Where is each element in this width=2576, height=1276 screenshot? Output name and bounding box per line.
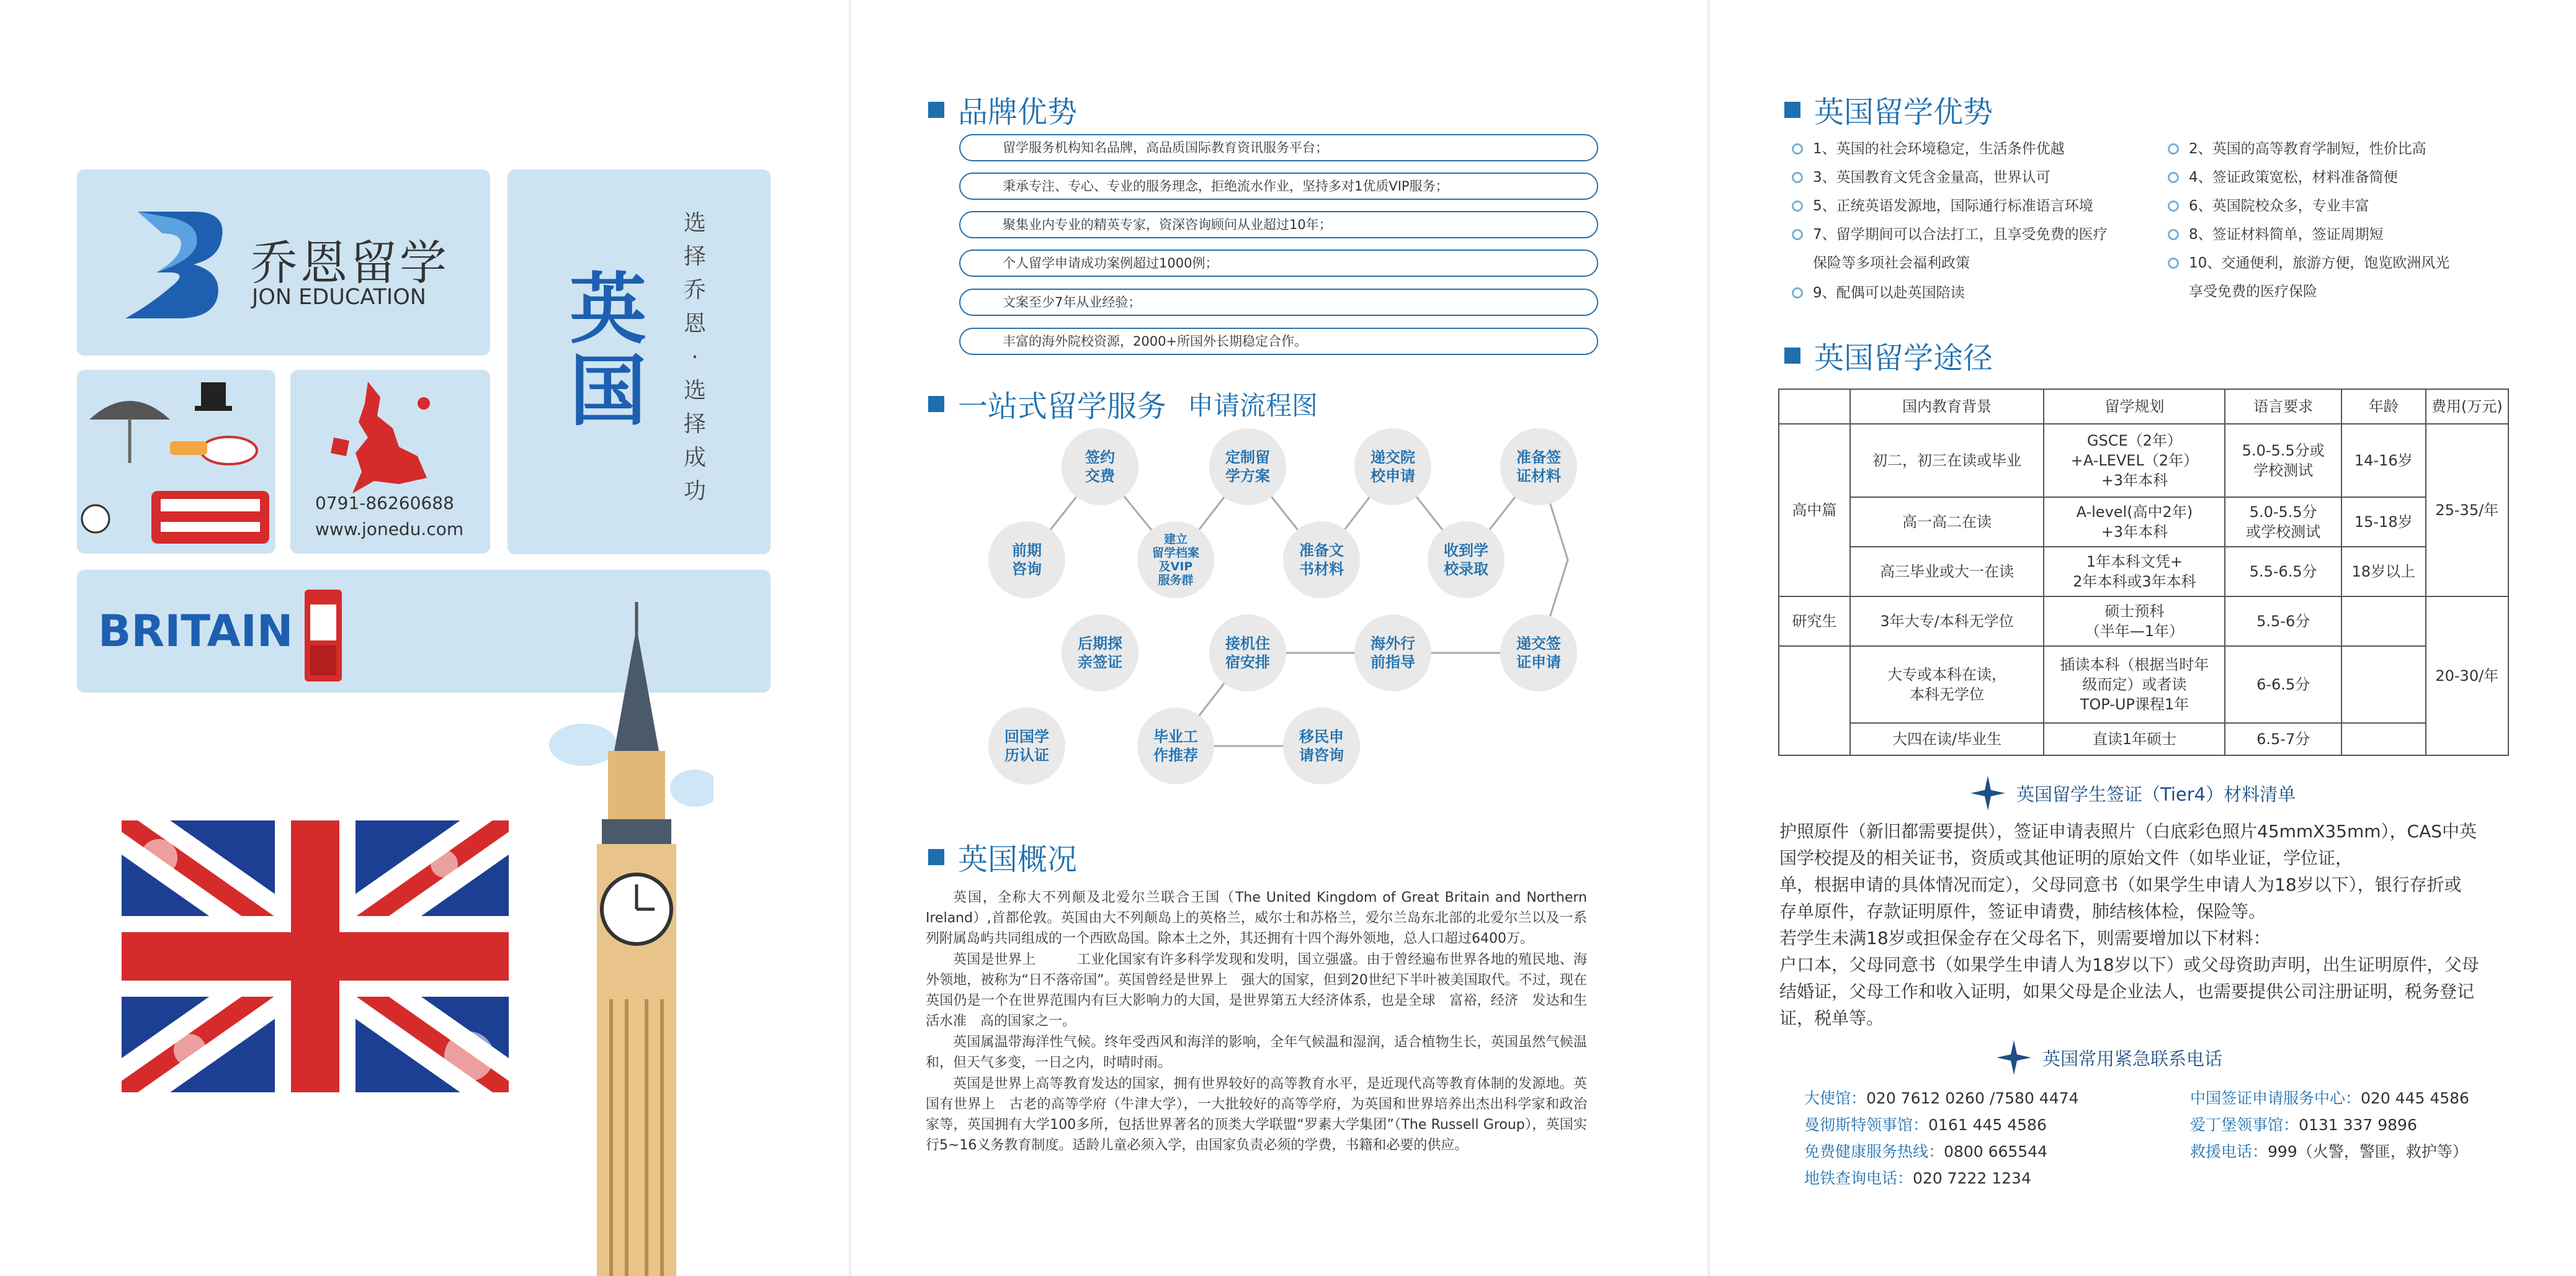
country-title: 英国 <box>570 265 647 436</box>
country-box <box>508 169 771 554</box>
advantage-item: 9、配偶可以赴英国陪读 <box>1792 283 1965 303</box>
advantage-item-cont: 享受免费的医疗保险 <box>2189 284 2317 300</box>
flow-step: 准备文 书材料 <box>1283 521 1360 598</box>
visa-line: 若学生未满18岁或担保金存在父母名下，则需要增加以下材料： <box>1779 928 2271 948</box>
hotline-item: 大使馆：020 7612 0260 /7580 4474 <box>1804 1089 2079 1107</box>
flow-step: 收到学 校录取 <box>1428 521 1505 598</box>
flow-step: 准备签 证材料 <box>1500 428 1577 505</box>
visa-line: 证，税单等。 <box>1779 1008 1884 1028</box>
table-row: 大专或本科在读， 本科无学位 插读本科（根据当时年 级而定）或者读 TOP-UP课程1年 6-6.5分 <box>1779 646 2508 723</box>
flow-step: 定制留 学方案 <box>1209 428 1286 505</box>
hotline-item: 中国签证申请服务中心：020 445 4586 <box>2190 1089 2469 1107</box>
phone: 0791-86260688 <box>315 493 454 513</box>
inner-panel <box>851 0 1707 1276</box>
map-box <box>290 370 490 554</box>
advantage-item: 7、留学期间可以合法打工，且享受免费的医疗 <box>1792 225 2108 245</box>
union-jack-icon <box>122 820 509 1092</box>
brand-item: 个人留学申请成功案例超过1000例； <box>959 249 1598 277</box>
flow-step: 移民申 请咨询 <box>1283 708 1360 784</box>
hotline-item: 曼彻斯特领事馆：0161 445 4586 <box>1804 1116 2047 1134</box>
phone-booth-icon <box>302 583 345 683</box>
advantage-item: 5、正统英语发源地，国际通行标准语言环境 <box>1792 196 2093 216</box>
hotline-item: 救援电话：999（火警，警匪，救护等） <box>2190 1143 2468 1161</box>
visa-line: 结婚证，父母工作和收入证明，如果父母是企业法人，也需要提供公司注册证明，税务登记 <box>1779 981 2475 1002</box>
advantage-item: 3、英国教育文凭含金量高，世界认可 <box>1792 168 2051 187</box>
advantage-item: 1、英国的社会环境稳定，生活条件优越 <box>1792 139 2065 159</box>
advantage-item: 10、交通便利，旅游方便，饱览欧洲风光 <box>2168 253 2449 273</box>
visa-line: 国学校提及的相关证书，资质或其他证明的原始文件（如毕业证，学位证， <box>1779 848 2353 868</box>
visa-line: 单，根据申请的具体情况而定），父母同意书（如果学生申请人为18岁以下），银行存折或 <box>1779 874 2462 895</box>
visa-line: 护照原件（新旧都需要提供），签证申请表照片（白底彩色照片45mmX35mm），CAS中英 <box>1779 821 2477 842</box>
logo-icon <box>113 205 231 320</box>
flow-lines <box>851 0 1707 807</box>
brand-item: 文案至少7年从业经验； <box>959 289 1598 316</box>
flow-step: 接机住 宿安排 <box>1209 614 1286 691</box>
table-row: 高三毕业或大一在读 1年本科文凭+ 2年本科或3年本科 5.5-6.5分 18岁以上 <box>1779 547 2508 596</box>
umbrella-tea-bus-icon <box>77 370 275 554</box>
cover-panel <box>0 0 849 1276</box>
visa-line: 存单原件，存款证明原件，签证申请费，肺结核体检，保险等。 <box>1779 901 2266 922</box>
table-row: 高中篇 初二，初三在读或毕业 GSCE（2年） +A-LEVEL（2年） +3年本科 5.0-5.5分或 学校测试 14-16岁 25-35/年 <box>1779 424 2508 497</box>
star-icon <box>1970 776 2005 811</box>
star-icon <box>1997 1040 2031 1075</box>
big-ben-icon <box>546 602 713 1276</box>
britain-label: BRITAIN <box>98 606 293 657</box>
table-row: 大四在读/毕业生 直读1年硕士 6.5-7分 <box>1779 723 2508 755</box>
hotline-item: 地铁查询电话：020 7222 1234 <box>1804 1169 2031 1187</box>
flow-step: 回国学 历认证 <box>988 708 1065 784</box>
website: www.jonedu.com <box>315 519 464 539</box>
routes-section-title: 英国留学途径 <box>1784 334 1993 377</box>
overview-paragraph: 英国是世界上高等教育发达的国家，拥有世界较好的高等教育水平，是近现代高等教育体制的发源地。英国有世界上 古老的高等学府（牛津大学），一大批较好的高等学府，为英国和世界培养出杰出科学家和政治家等，英国拥有大学100多所，包括世界著名的顶类大学联盟“罗素大学集团”（The Russell Group），英国实行5~16义务教育制度。适龄儿童必须入学，由国家负责必须的学费，书籍和必要的供应。 <box>926 1076 1587 1153</box>
icons-box <box>77 370 275 554</box>
flow-step: 签约 交费 <box>1062 428 1138 505</box>
flow-step: 海外行 前指导 <box>1354 614 1431 691</box>
brand-item: 丰富的海外院校资源，2000+所国外长期稳定合作。 <box>959 328 1598 355</box>
flow-step: 后期探 亲签证 <box>1062 614 1138 691</box>
overview-paragraph: 英国，全称大不列颠及北爱尔兰联合王国（The United Kingdom of Great Britain and Northern Ireland）,首都伦敦。英国由大不列颠岛上的英格兰，威尔士和苏格兰，爱尔兰岛东北部的北爱尔兰以及一系列附属岛屿共同组成的一个西欧岛国。除本土之外，其还拥有十四个海外领地，总人口超过6400万。 <box>926 890 1587 946</box>
brand-section-title: 品牌优势 <box>928 88 1077 131</box>
uk-map-icon <box>324 379 436 496</box>
overview-paragraph: 英国是世界上 工业化国家有许多科学发现和发明，国立强盛。由于曾经遍布世界各地的殖民地、海外领地，被称为“日不落帝国”。英国曾经是世界上 强大的国家，但到20世纪下半叶被美国取代。不过，现在英国仍是一个在世界范围内有巨大影响力的大国，是世界第五大经济体系，也是全球 富裕，经济 发达和生活水准 高的国家之一。 <box>926 952 1587 1029</box>
brand-item: 秉承专注、专心、专业的服务理念，拒绝流水作业，坚持多对1优质VIP服务； <box>959 173 1598 200</box>
hotline-item: 爱丁堡领事馆：0131 337 9896 <box>2190 1116 2417 1134</box>
advantage-item: 8、签证材料简单，签证周期短 <box>2168 225 2384 245</box>
table-header-row: 国内教育背景 留学规划 语言要求 年龄 费用(万元) <box>1779 389 2508 424</box>
table-row: 高一高二在读 A-level(高中2年) +3年本科 5.0-5.5分 或学校测试 15-18岁 <box>1779 497 2508 547</box>
flow-step: 毕业工 作推荐 <box>1137 708 1214 784</box>
advantage-item-cont: 保险等多项社会福利政策 <box>1813 255 1970 271</box>
visa-line: 户口本，父母同意书（如果学生申请人为18岁以下）或父母资助声明，出生证明原件，父母 <box>1779 955 2479 975</box>
table-row: 研究生 3年大专/本科无学位 硕士预科 （半年—1年） 5.5-6分 20-30/年 <box>1779 596 2508 646</box>
service-section-title: 一站式留学服务 申请流程图 <box>928 382 1318 425</box>
advantage-item: 2、英国的高等教育学制短，性价比高 <box>2168 139 2426 159</box>
routes-table <box>1778 389 2509 756</box>
overview-section-title: 英国概况 <box>928 835 1077 878</box>
flow-step: 递交院 校申请 <box>1354 428 1431 505</box>
flow-step: 递交签 证申请 <box>1500 614 1577 691</box>
advantages-section-title: 英国留学优势 <box>1784 88 1993 131</box>
hotline-item: 免费健康服务热线：0800 665544 <box>1804 1143 2048 1161</box>
hotline-title: 英国常用紧急联系电话 <box>1997 1040 2222 1075</box>
advantage-item: 4、签证政策宽松，材料准备简便 <box>2168 168 2398 187</box>
logo-box <box>77 169 490 356</box>
overview-paragraph: 英国属温带海洋性气候。终年受西风和海洋的影响，全年气候温和湿润，适合植物生长，英国虽然气候温和，但天气多变，一日之内，时晴时雨。 <box>926 1035 1587 1071</box>
brand-cn: 乔恩留学 <box>251 235 449 290</box>
advantage-item: 6、英国院校众多，专业丰富 <box>2168 196 2369 216</box>
info-panel <box>1710 0 2576 1276</box>
slogan: 选 择 乔 恩 · 选 择 成 功 <box>683 210 706 504</box>
visa-title: 英国留学生签证（Tier4）材料清单 <box>1970 776 2296 811</box>
brand-item: 留学服务机构知名品牌，高品质国际教育资讯服务平台； <box>959 134 1598 161</box>
flow-step: 前期 咨询 <box>988 521 1065 598</box>
brand-item: 聚集业内专业的精英专家，资深咨询顾问从业超过10年； <box>959 211 1598 238</box>
brand-en: JON EDUCATION <box>252 285 426 310</box>
flow-step: 建立 留学档案 及VIP 服务群 <box>1137 521 1214 598</box>
